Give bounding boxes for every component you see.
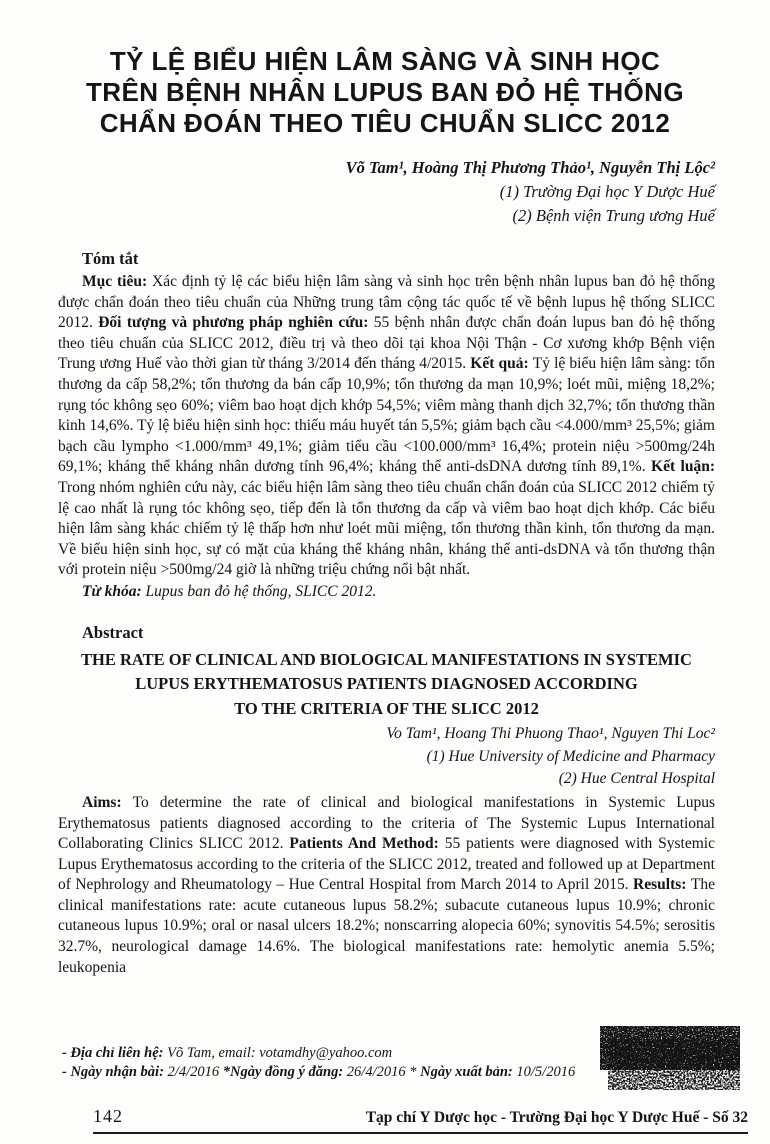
english-title-line-2: LUPUS ERYTHEMATOSUS PATIENTS DIAGNOSED ACCORDING [135, 674, 638, 694]
author-names-en: Vo Tam¹, Hoang Thi Phuong Thao¹, Nguyen Thi Loc² [386, 725, 715, 743]
affiliation-1-vi: (1) Trường Đại học Y Dược Huế [499, 182, 715, 201]
page-footer [93, 1106, 748, 1134]
paper-title-line-2: TRÊN BỆNH NHÂN LUPUS BAN ĐỎ HỆ THỐNG [86, 77, 684, 107]
paper-title [40, 46, 730, 139]
abstract-paragraph-vi: Mục tiêu: Xác định tỷ lệ các biểu hiện lâm sàng và sinh học trên bệnh nhân lupus ban đỏ hệ thống được chẩn đoán theo tiêu chuẩn của Những trung tâm cộng tác quốc tế về bệnh lupus hệ thống SLICC 2012. Đối tượng và phương pháp nghiên cứu: 55 bệnh nhân được chẩn đoán lupus ban đỏ hệ thống theo tiêu chuẩn của SLICC 2012, điều trị và theo dõi tại khoa Nội Thận - Cơ xương khớp Bệnh viện Trung ương Huế vào thời gian từ tháng 3/2014 đến tháng 4/2015. Kết quả: Tỷ lệ biểu hiện lâm sàng: tổn thương da cấp 58,2%; tổn thương da bán cấp 10,9%; tổn thương da mạn 10,9%; loét mũi, miệng 18,2%; rụng tóc không sẹo 60%; viêm bao hoạt dịch khớp 54,5%; viêm màng thanh dịch 32,7%; tổn thương thần kinh 14,6%. Tỷ lệ biểu hiện sinh học: thiếu máu huyết tán 5,5%; giảm bạch cầu <4.000/mm³ 25,5%; giảm bạch cầu lympho <1.000/mm³ 49,1%; giảm tiểu cầu <100.000/mm³ 16,4%; protein niệu >500mg/24h 69,1%; kháng thể kháng nhân dương tính 96,4%; kháng thể anti-dsDNA dương tính 89,1%. Kết luận: Trong nhóm nghiên cứu này, các biểu hiện lâm sàng theo tiêu chuẩn chẩn đoán của SLICC 2012 chiếm tỷ lệ cao nhất là rụng tóc không sẹo, tiếp đến là tổn thương da cấp và viêm bao hoạt dịch khớp. Các biểu hiện lâm sàng khác chiếm tỷ lệ thấp hơn như loét mũi miệng, tổn thương thần kinh, tổn thương da mạn. Về biểu hiện sinh học, sự có mặt của kháng thể kháng nhân, kháng thể anti-dsDNA và tổn thương thận với protein niệu >500mg/24 giờ là những triệu chứng nổi bật nhất. [58, 273, 716, 579]
section-heading-tomtat: Tóm tắt [82, 249, 139, 268]
footnote-dates-line: - Ngày nhận bài: 2/4/2016 *Ngày đồng ý đăng: 26/4/2016 * Ngày xuất bản: 10/5/2016 [62, 1064, 576, 1080]
paper-title-line-1: TỶ LỆ BIỂU HIỆN LÂM SÀNG VÀ SINH HỌC [109, 46, 661, 76]
journal-title: Tạp chí Y Dược học - Trường Đại học Y Dược Huế - Số 32 [365, 1109, 748, 1126]
abstract-paragraph-en: Aims: To determine the rate of clinical and biological manifestations in Systemic Lupus Erythematosus patients diagnosed according to the criteria of The Systemic Lupus International Collaborating Clinics SLICC 2012. Patients And Method: 55 patients were diagnosed with Systemic Lupus Erythematosus according to the criteria of the SLICC 2012, treated and followed up at Department of Nephrology and Rheumatology – Hue Central Hospital from March 2014 to April 2015. Results: The clinical manifestations rate: acute cutaneous lupus 58.2%; subacute cutaneous lupus 10.9%; chronic cutaneous lupus 10.9%; oral or nasal ulcers 18.2%; nonscarring alopecia 60%; synovitis 54.5%; serositis 32.7%, neurological damage 14.6%. The biological manifestations rate: hemolytic anemia 5.5%; leukopenia [58, 793, 715, 976]
english-title-line-3: TO THE CRITERIA OF THE SLICC 2012 [234, 698, 539, 718]
english-title-line-1: THE RATE OF CLINICAL AND BIOLOGICAL MANIFESTATIONS IN SYSTEMIC [81, 649, 692, 669]
english-title [58, 648, 715, 722]
authors-block-vi [58, 156, 715, 228]
section-heading-abstract: Abstract [82, 622, 144, 642]
footnote-block [62, 1044, 622, 1082]
keywords-line: Từ khóa: Lupus ban đỏ hệ thống, SLICC 2012. [82, 582, 377, 600]
authors-block-en [58, 723, 715, 791]
page-number: 142 [93, 1106, 123, 1126]
affiliation-1-en: (1) Hue University of Medicine and Pharmacy [426, 747, 715, 765]
scan-artifact-stamp [600, 1026, 740, 1090]
paper-title-line-3: CHẨN ĐOÁN THEO TIÊU CHUẨN SLICC 2012 [99, 108, 671, 138]
affiliation-2-vi: (2) Bệnh viện Trung ương Huế [512, 206, 715, 225]
author-names-vi: Võ Tam¹, Hoàng Thị Phương Thảo¹, Nguyễn Thị Lộc² [345, 158, 715, 177]
affiliation-2-en: (2) Hue Central Hospital [558, 770, 715, 788]
footnote-contact-line: - Địa chỉ liên hệ: Võ Tam, email: votamdhy@yahoo.com [62, 1045, 393, 1061]
